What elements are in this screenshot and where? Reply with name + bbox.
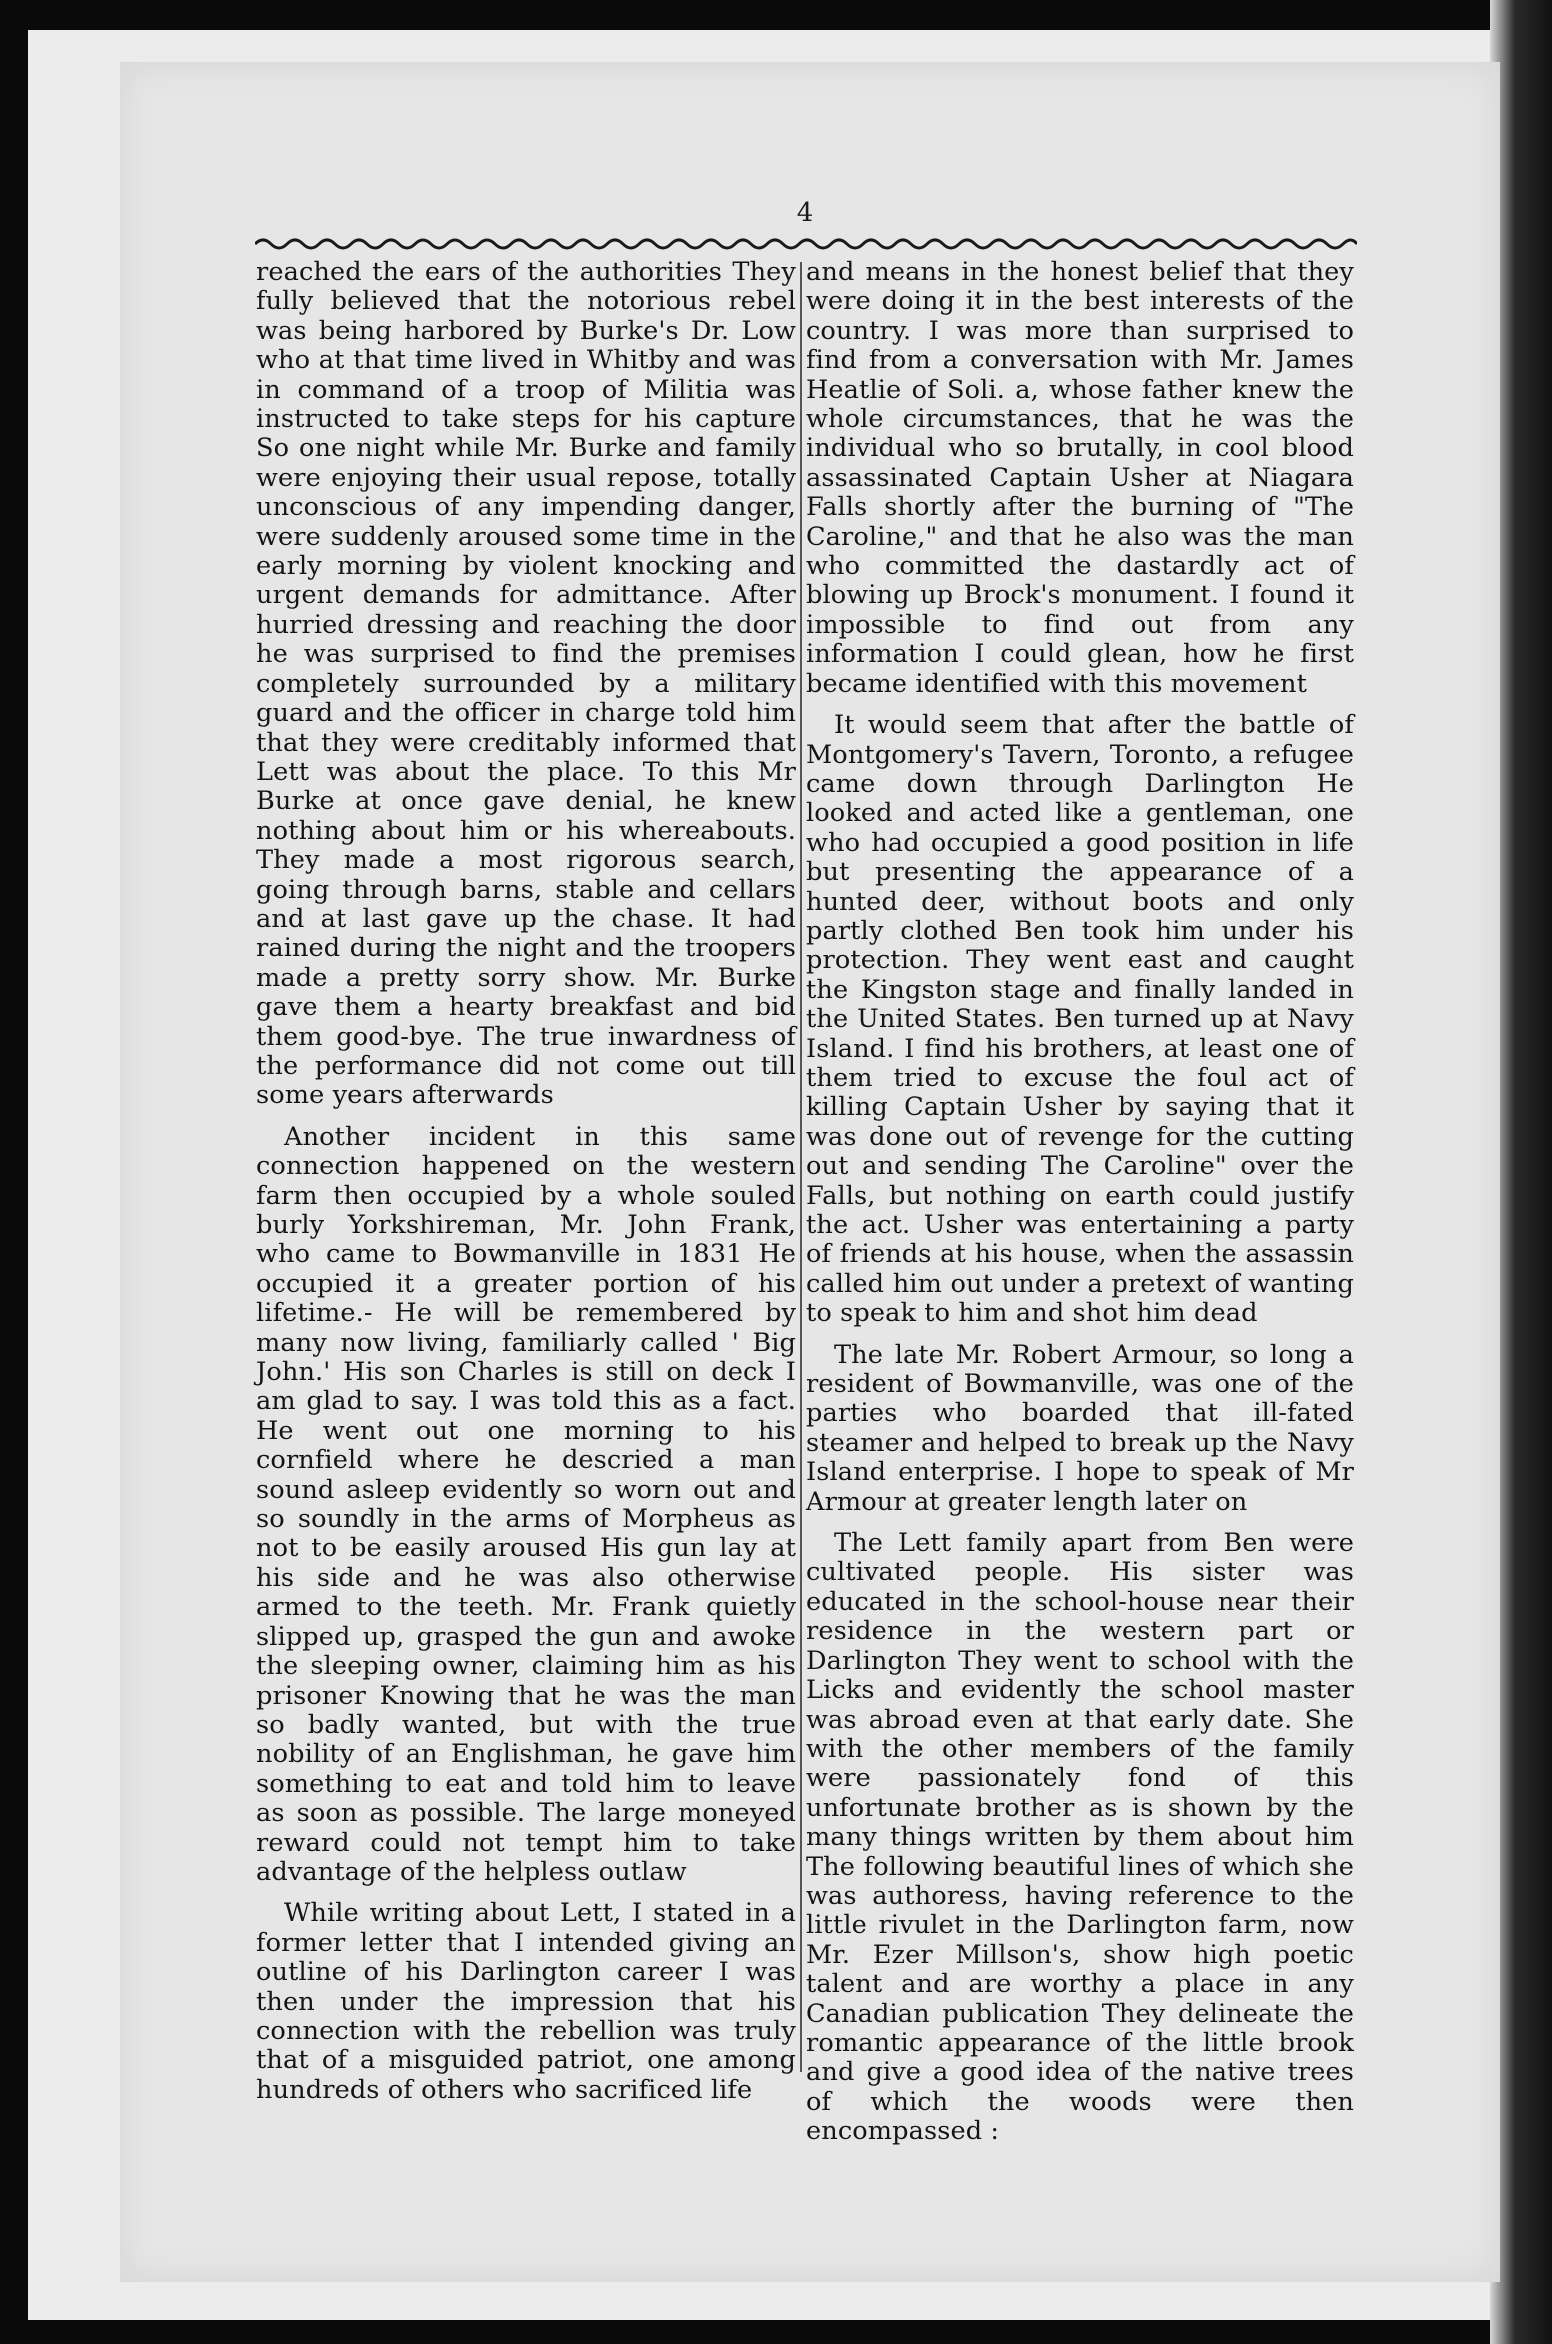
- right-paragraph-2: It would seem that after the battle of Montgomery's Tavern, Toronto, a refugee came down through Darlington He looked and acted like a gentleman, one who had occupied a good position in life but presenting the appearance of a hunted deer, without boots and only partly clothed Ben took him under his protection. They went east and caught the Kingston stage and finally landed in the United States. Ben turned up at Navy Island. I find his brothers, at least one of them tried to excuse the foul act of killing Captain Usher by saying that it was done out of revenge for the cutting out and sending The Caroline" over the Falls, but nothing on earth could justify the act. Usher was entertaining a party of friends at his house, when the assassin called him out under a pretext of wanting to speak to him and shot him dead: [806, 710, 1354, 1329]
- right-column: [806, 258, 1354, 2147]
- decorative-wavy-rule: [255, 232, 1357, 256]
- column-divider: [800, 262, 802, 2072]
- page-number: 4: [796, 198, 814, 228]
- right-paragraph-4: The Lett family apart from Ben were cultivated people. His sister was educated in the school-house near their residence in the western part or Darlington They went to school with the Licks and evidently the school master was abroad even at that early date. She with the other members of the family were passionately fond of this unfortunate brother as is shown by the many things written by them about him The following beautiful lines of which she was authoress, having reference to the little rivulet in the Darlington farm, now Mr. Ezer Millson's, show high poetic talent and are worthy a place in any Canadian publication They delineate the romantic appearance of the little brook and give a good idea of the native trees of which the woods were then encompassed :: [806, 1528, 1354, 2147]
- right-paragraph-3: The late Mr. Robert Armour, so long a resident of Bowmanville, was one of the parties who boarded that ill-fated steamer and helped to break up the Navy Island enterprise. I hope to speak of Mr Armour at greater length later on: [806, 1339, 1354, 1517]
- left-paragraph-1: reached the ears of the authorities They fully believed that the notorious rebel was being harbored by Burke's Dr. Low who at that time lived in Whitby and was in command of a troop of Militia was instructed to take steps for his capture So one night while Mr. Burke and family were enjoying their usual repose, totally unconscious of any impending danger, were suddenly aroused some time in the early morning by violent knocking and urgent demands for admittance. After hurried dressing and reaching the door he was surprised to find the premises completely surrounded by a military guard and the officer in charge told him that they were creditably informed that Lett was about the place. To this Mr Burke at once gave denial, he knew nothing about him or his whereabouts. They made a most rigorous search, going through barns, stable and cellars and at last gave up the chase. It had rained during the night and the troopers made a pretty sorry show. Mr. Burke gave them a hearty breakfast and bid them good-bye. The true inwardness of the performance did not come out till some years afterwards: [256, 257, 796, 1111]
- right-paragraph-1: and means in the honest belief that they were doing it in the best interests of the country. I was more than surprised to find from a conversation with Mr. James Heatlie of Soli. a, whose father knew the whole circumstances, that he was the individual who so brutally, in cool blood assassinated Captain Usher at Niagara Falls shortly after the burning of "The Caroline," and that he also was the man who committed the dastardly act of blowing up Brock's monument. I found it impossible to find out from any information I could glean, how he first became identified with this movement: [806, 257, 1354, 699]
- left-paragraph-3: While writing about Lett, I stated in a former letter that I intended giving an outline of his Darlington career I was then under the impression that his connection with the rebellion was truly that of a misguided patriot, one among hundreds of others who sacrificed life: [256, 1898, 796, 2105]
- left-column: [256, 258, 796, 2105]
- left-paragraph-2: Another incident in this same connection happened on the western farm then occupied by a whole souled burly Yorkshireman, Mr. John Frank, who came to Bowmanville in 1831 He occupied it a greater portion of his lifetime.- He will be remembered by many now living, familiarly called ' Big John.' His son Charles is still on deck I am glad to say. I was told this as a fact. He went out one morning to his cornfield where he descried a man sound asleep evidently so worn out and so soundly in the arms of Morpheus as not to be easily aroused His gun lay at his side and he was also otherwise armed to the teeth. Mr. Frank quietly slipped up, grasped the gun and awoke the sleeping owner, claiming him as his prisoner Knowing that he was the man so badly wanted, but with the true nobility of an Englishman, he gave him something to eat and told him to leave as soon as possible. The large moneyed reward could not tempt him to take advantage of the helpless outlaw: [256, 1121, 796, 1887]
